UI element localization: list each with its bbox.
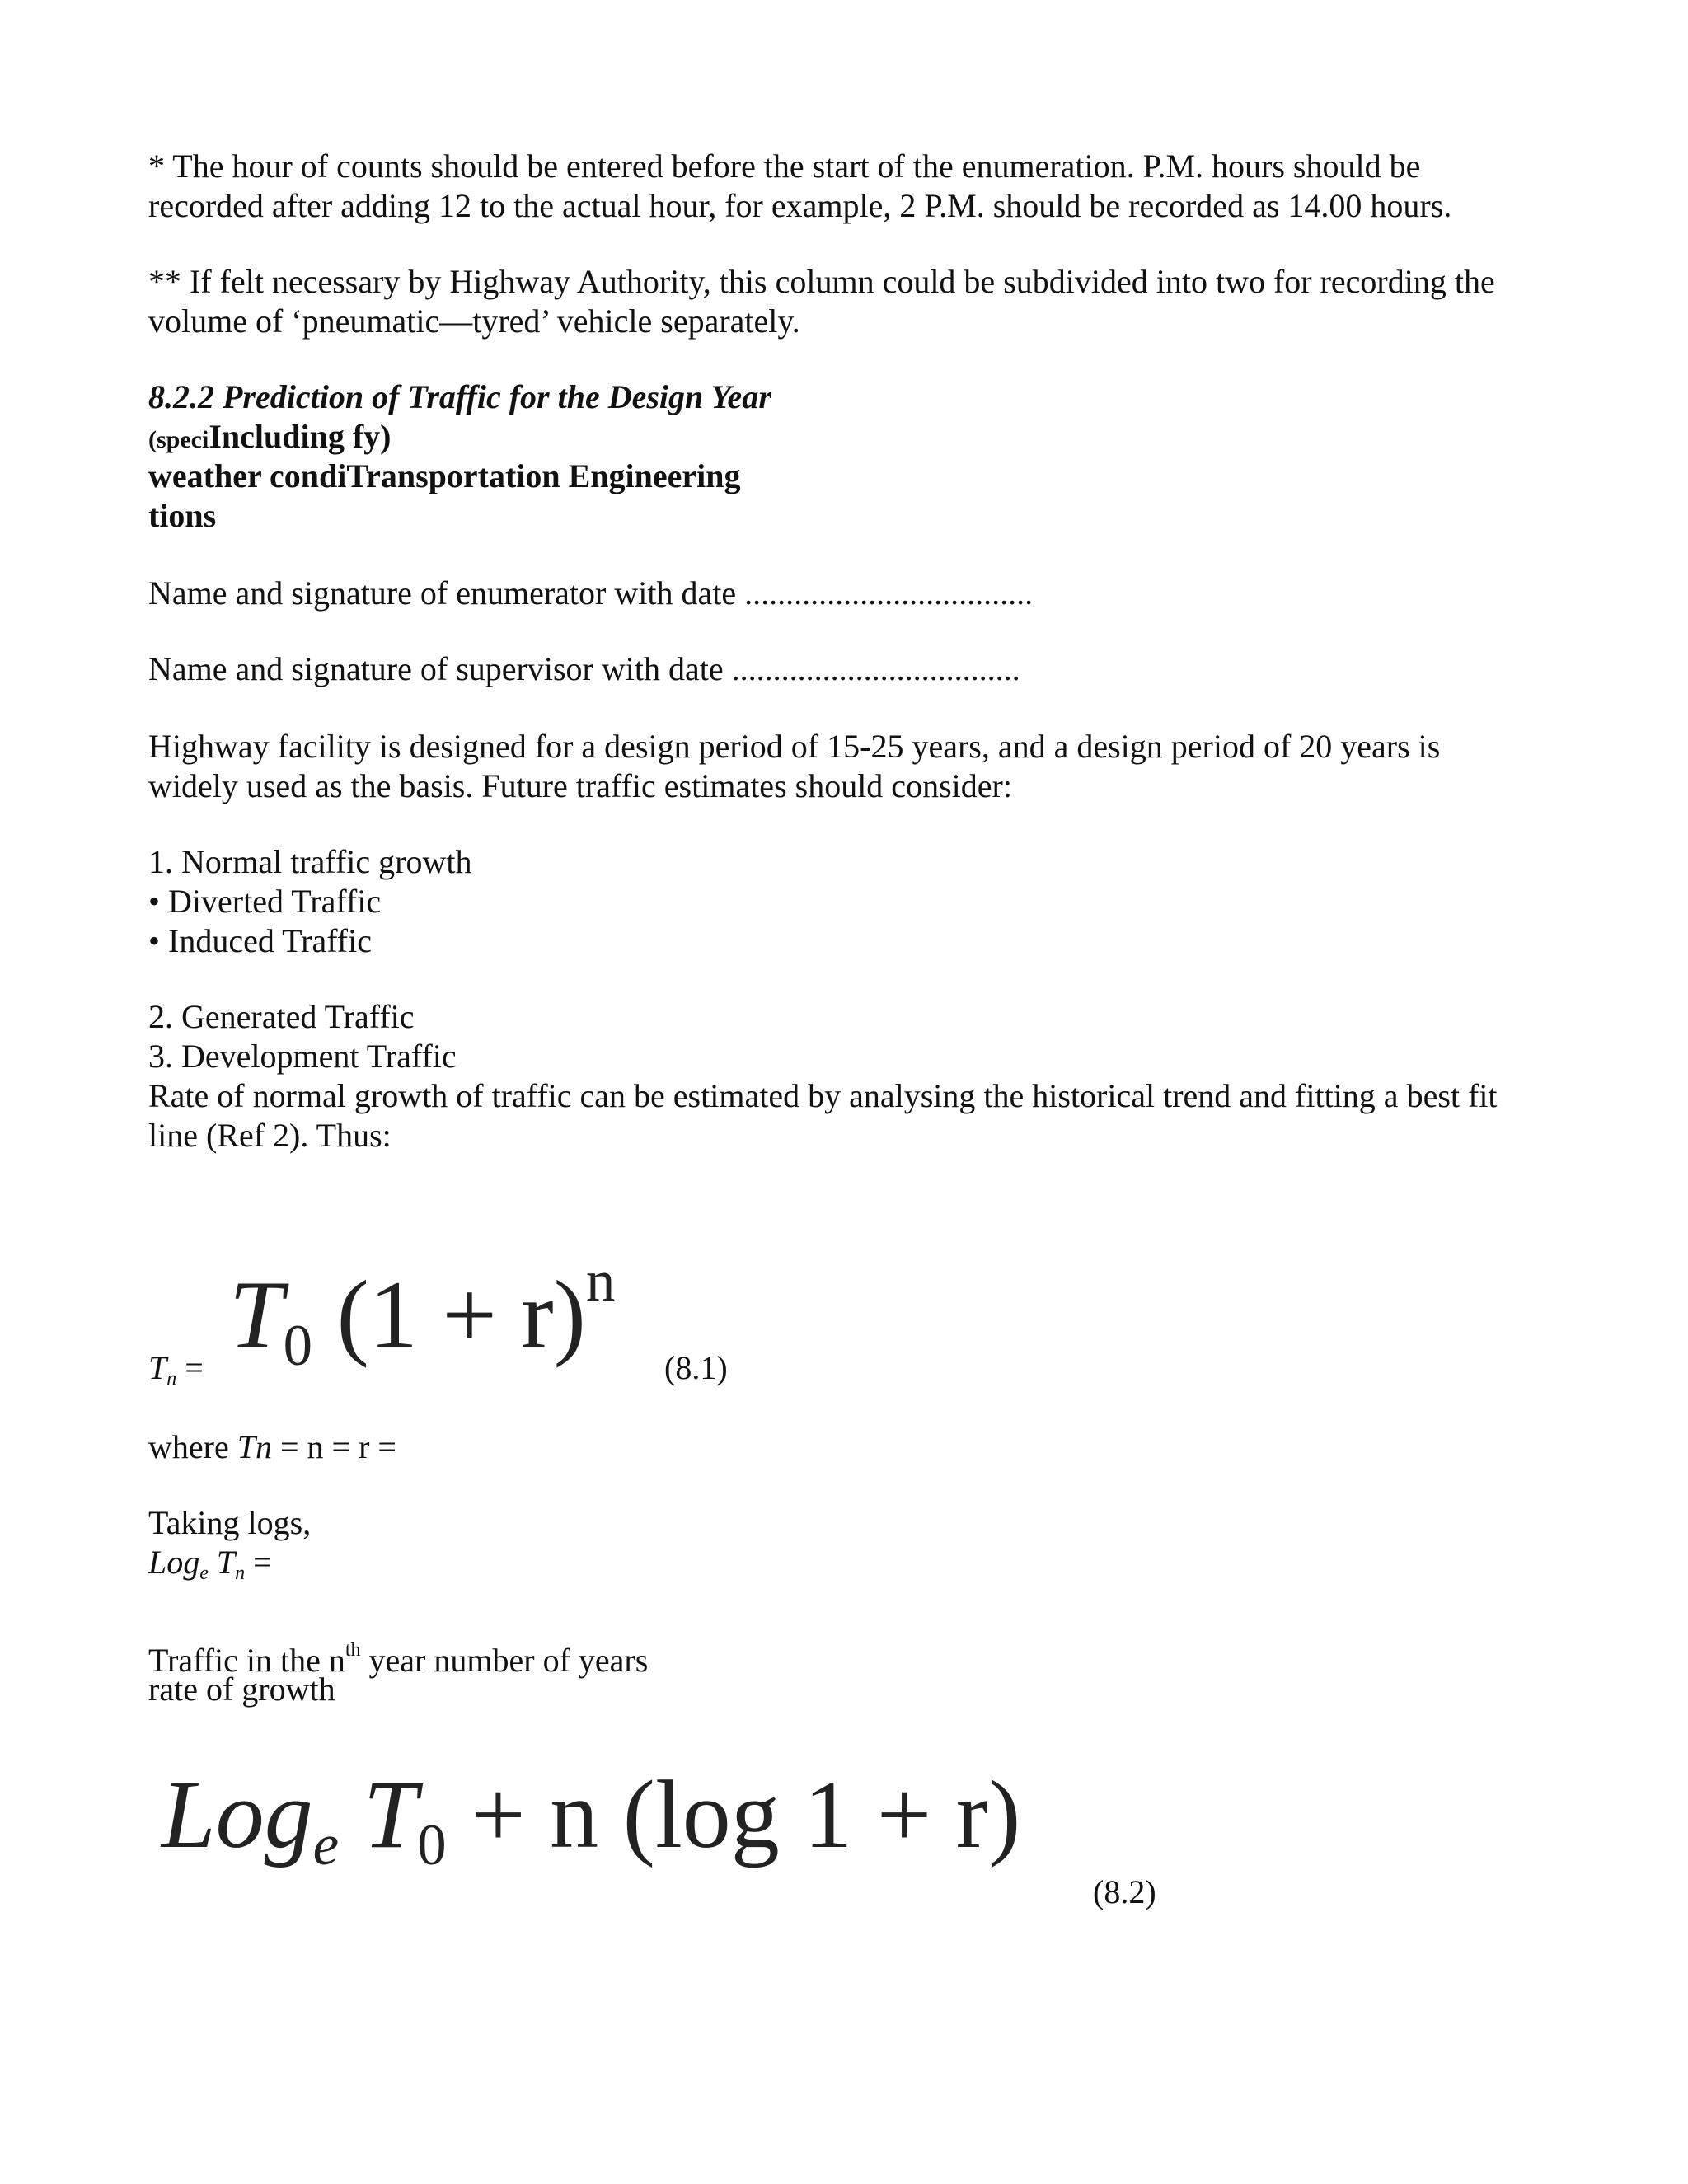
growth-line-2: line (Ref 2). Thus:: [148, 1117, 392, 1154]
where-rest: = n = r =: [271, 1428, 396, 1465]
overlapping-text-line-3: tions: [148, 497, 217, 534]
log-sub: e: [199, 1563, 209, 1585]
eq1-big-t: T: [229, 1260, 284, 1369]
eq2-log: Log: [162, 1760, 313, 1868]
log-t-sub: n: [235, 1563, 246, 1585]
where-line: [148, 1427, 396, 1467]
defs-part-b: year number of years: [360, 1642, 649, 1680]
eq1-formula-image: [229, 1220, 615, 1408]
eq1-lhs-sub: n: [166, 1368, 177, 1390]
definitions-line-2: rate of growth: [148, 1671, 335, 1708]
note-2-line-2: volume of ‘pneumatic—tyred’ vehicle separately.: [148, 302, 800, 340]
overlapping-text-line-2: weather condiTransportation Engineering: [148, 457, 741, 494]
note-1-line-2: recorded after adding 12 to the actual hour, for example, 2 P.M. should be recorded as 14.00 hours.: [148, 187, 1452, 224]
eq1-number: (8.1): [664, 1349, 728, 1386]
eq2-number: (8.2): [1093, 1873, 1156, 1910]
supervisor-signature-line: Name and signature of supervisor with date ...................................: [148, 650, 1020, 687]
where-var: Tn: [237, 1428, 272, 1465]
eq2-t: T: [339, 1760, 418, 1868]
eq1-big-paren: (1 + r): [312, 1260, 586, 1369]
log-equals: =: [245, 1544, 272, 1581]
list-bullet-1: • Diverted Traffic: [148, 883, 382, 920]
eq1-lhs-equals: =: [176, 1349, 204, 1386]
enumerator-signature-line: Name and signature of enumerator with date ...................................: [148, 574, 1034, 612]
note-1-line-1: * The hour of counts should be entered before the start of the enumeration. P.M. hours should be: [148, 148, 1421, 185]
list-item-3: 3. Development Traffic: [148, 1038, 457, 1075]
note-2-line-1: ** If felt necessary by Highway Authority, this column could be subdivided into two for recording the: [148, 263, 1495, 300]
log-text: Log: [148, 1544, 200, 1581]
eq1-lhs: [148, 1348, 204, 1399]
growth-line-1: Rate of normal growth of traffic can be estimated by analysing the historical trend and fitting a best fit: [148, 1077, 1498, 1114]
overlapping-text-line-1: [148, 417, 392, 460]
intro-line-2: widely used as the basis. Future traffic estimates should consider:: [148, 767, 1012, 804]
where-prefix: where: [148, 1428, 237, 1465]
eq2-t-sub: 0: [417, 1813, 447, 1878]
overlap-small-text: (speci: [148, 426, 209, 453]
section-heading: 8.2.2 Prediction of Traffic for the Design Year: [148, 378, 771, 415]
log-equation-line: [148, 1543, 272, 1593]
taking-logs-line: Taking logs,: [148, 1504, 312, 1541]
log-t: T: [208, 1544, 236, 1581]
list-bullet-2: • Induced Traffic: [148, 922, 372, 959]
eq1-lhs-var: T: [148, 1349, 167, 1386]
eq2-rest: + n (log 1 + r): [446, 1760, 1021, 1868]
eq2-log-sub: e: [312, 1813, 340, 1878]
intro-line-1: Highway facility is designed for a design period of 15-25 years, and a design period of 20 years is: [148, 728, 1441, 765]
eq1-big-sup: n: [585, 1249, 616, 1314]
list-item-1: 1. Normal traffic growth: [148, 843, 472, 880]
overlap-text-1: Including fy): [209, 418, 392, 455]
eq1-big-sub: 0: [283, 1313, 313, 1378]
list-item-2: 2. Generated Traffic: [148, 998, 415, 1035]
eq2-formula-image: [162, 1749, 1020, 1911]
defs-sup: th: [345, 1639, 361, 1661]
defs-part-a: Traffic in the n: [148, 1642, 345, 1680]
